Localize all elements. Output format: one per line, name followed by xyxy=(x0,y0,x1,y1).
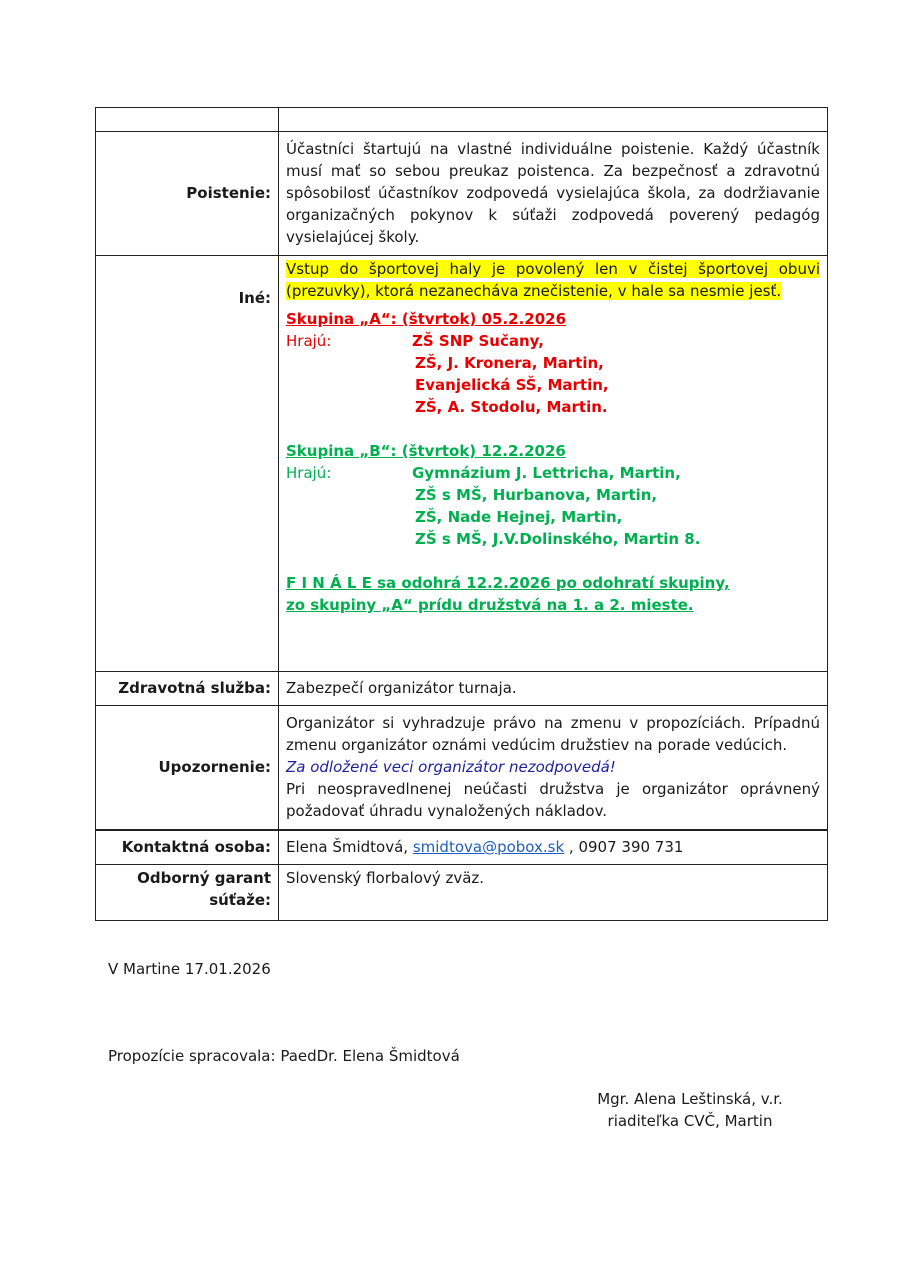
row-value-odborny-garant: Slovenský florbalový zväz. xyxy=(279,865,828,921)
upozornenie-line-1: Organizátor si vyhradzuje právo na zmenu v propozíciách. Prípadnú zmenu organizátor oznámi vedúcim družstiev na porade vedúcich. xyxy=(286,714,820,754)
team: ZŠ s MŠ, J.V.Dolinského, Martin 8. xyxy=(415,530,701,548)
propositions-table xyxy=(95,107,828,921)
upozornenie-line-2: Pri neospravedlnenej neúčasti družstva je organizátor oprávnený požadovať úhradu vynaložených nákladov. xyxy=(286,780,820,820)
group-b-heading: Skupina „B“: (štvrtok) 12.2.2026 xyxy=(286,442,566,460)
signature-title: riaditeľka CVČ, Martin xyxy=(607,1112,773,1130)
place-date: V Martine 17.01.2026 xyxy=(108,960,271,978)
table-row-poistenie xyxy=(96,132,828,256)
table-row-empty xyxy=(96,108,828,132)
team: ZŠ, Nade Hejnej, Martin, xyxy=(415,508,623,526)
label-line-2: súťaže: xyxy=(209,891,271,909)
row-label-kontaktna-osoba: Kontaktná osoba: xyxy=(96,830,279,865)
signature-name: Mgr. Alena Leštinská, v.r. xyxy=(597,1090,783,1108)
row-label-zdravotna-sluzba: Zdravotná služba: xyxy=(96,672,279,706)
contact-name: Elena Šmidtová, xyxy=(286,838,413,856)
notice-text: Vstup do športovej haly je povolený len v čistej športovej obuvi (prezuvky), ktorá nezanecháva znečistenie, v hale sa nesmie jesť. xyxy=(286,260,820,300)
row-label-ine: Iné: xyxy=(96,256,279,672)
row-value-upozornenie xyxy=(279,706,828,831)
row-value-ine xyxy=(279,256,828,672)
upozornenie-italic-note: Za odložené veci organizátor nezodpovedá! xyxy=(286,758,616,776)
table-row-kontaktna-osoba xyxy=(96,830,828,865)
label-line-1: Odborný garant xyxy=(137,869,271,887)
group-a-team-row xyxy=(286,330,820,352)
team: Gymnázium J. Lettricha, Martin, xyxy=(412,464,681,482)
notice-highlighted xyxy=(286,258,820,302)
plays-label: Hrajú: xyxy=(286,464,332,482)
row-label xyxy=(96,108,279,132)
final-line-2: zo skupiny „A“ prídu družstvá na 1. a 2. mieste. xyxy=(286,596,694,614)
plays-label: Hrajú: xyxy=(286,332,332,350)
row-label-odborny-garant xyxy=(96,865,279,921)
team: ZŠ s MŠ, Hurbanova, Martin, xyxy=(415,486,658,504)
team: ZŠ SNP Sučany, xyxy=(412,332,544,350)
contact-email-link[interactable]: smidtova@pobox.sk xyxy=(412,838,565,856)
group-b-team-row xyxy=(286,462,820,484)
row-value-poistenie: Účastníci štartujú na vlastné individuálne poistenie. Každý účastník musí mať so sebou preukaz poistenca. Za bezpečnosť a zdravotnú spôsobilosť účastníkov zodpovedá vysielajúca škola, za dodržiavanie organizačných pokynov k súťaži zodpovedá poverený pedagóg vysielajúcej školy. xyxy=(279,132,828,256)
row-value-zdravotna-sluzba: Zabezpečí organizátor turnaja. xyxy=(279,672,828,706)
group-b xyxy=(286,440,820,550)
team: Evanjelická SŠ, Martin, xyxy=(415,376,609,394)
signature-block xyxy=(560,1088,820,1132)
table-row-odborny-garant xyxy=(96,865,828,921)
final-info xyxy=(286,572,820,616)
contact-phone: , 0907 390 731 xyxy=(564,838,684,856)
group-a-heading: Skupina „A“: (štvrtok) 05.2.2026 xyxy=(286,310,567,328)
group-a xyxy=(286,308,820,418)
row-value xyxy=(279,108,828,132)
final-line-1: F I N Á L E sa odohrá 12.2.2026 po odohratí skupiny, xyxy=(286,574,730,592)
table-row-zdravotna-sluzba xyxy=(96,672,828,706)
team: ZŠ, A. Stodolu, Martin. xyxy=(415,398,608,416)
row-label-upozornenie: Upozornenie: xyxy=(96,706,279,831)
table-row-ine xyxy=(96,256,828,672)
team: ZŠ, J. Kronera, Martin, xyxy=(415,354,604,372)
row-value-kontaktna-osoba xyxy=(279,830,828,865)
prepared-by: Propozície spracovala: PaedDr. Elena Šmidtová xyxy=(108,1047,460,1065)
row-label-poistenie: Poistenie: xyxy=(96,132,279,256)
table-row-upozornenie xyxy=(96,706,828,831)
